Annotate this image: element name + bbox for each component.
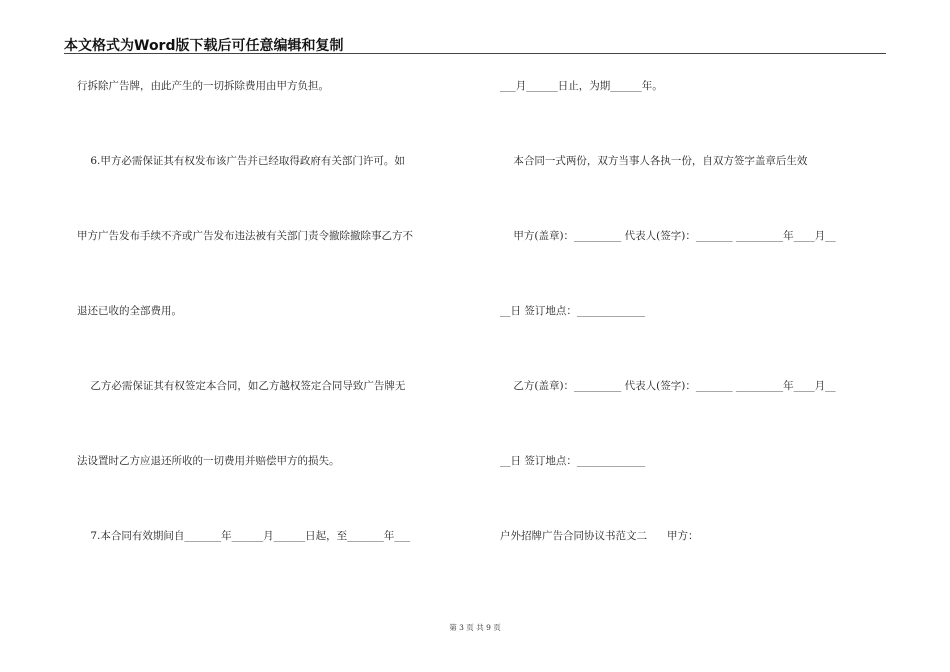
left-line-1: 行拆除广告牌，由此产生的一切拆除费用由甲方负担。 <box>77 80 329 92</box>
right-line-7: 户外招牌广告合同协议书范文二 甲方： <box>500 530 699 542</box>
right-line-3: 甲方(盖章)：_________ 代表人(签字)：_______ _________年____月__ <box>500 230 836 242</box>
right-line-1: ___月______日止，为期______年。 <box>500 80 663 92</box>
page-header-title: 本文格式为Word版下载后可任意编辑和复制 <box>64 38 344 54</box>
left-line-6: 法设置时乙方应退还所收的一切费用并赔偿甲方的损失。 <box>77 455 340 467</box>
left-line-5: 乙方必需保证其有权签定本合同，如乙方越权签定合同导致广告牌无 <box>77 380 406 392</box>
header-divider <box>64 53 886 54</box>
left-line-4: 退还已收的全部费用。 <box>77 305 182 317</box>
right-line-2: 本合同一式两份，双方当事人各执一份，自双方签字盖章后生效 <box>500 155 808 167</box>
left-line-3: 甲方广告发布手续不齐或广告发布违法被有关部门责令撤除撤除事乙方不 <box>77 230 413 242</box>
right-line-6: __日 签订地点：_____________ <box>500 455 646 467</box>
page-number-footer: 第 3 页 共 9 页 <box>449 623 501 632</box>
left-line-7: 7.本合同有效期间自_______年______月______日起，至_______年___ <box>77 530 411 542</box>
right-line-5: 乙方(盖章)：_________ 代表人(签字)：_______ _________年____月__ <box>500 380 836 392</box>
left-line-2: 6.甲方必需保证其有权发布该广告并已经取得政府有关部门许可。如 <box>77 155 405 167</box>
right-line-4: __日 签订地点：_____________ <box>500 305 646 317</box>
